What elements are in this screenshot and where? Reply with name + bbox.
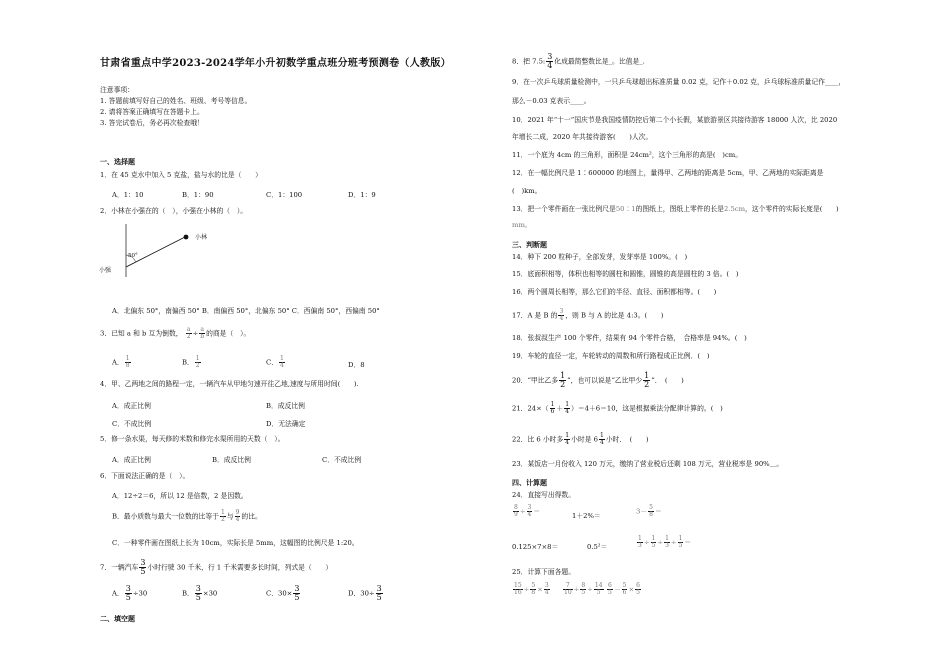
question-5: 5．修一条水渠，每天修的米数和修完水渠所用的天数（ ）。 (100, 435, 285, 443)
notice-heading: 注意事项： (100, 86, 134, 94)
question-11: 11．一个底为 4cm 的三角形，面积是 24cm²，这个三角形的高是( )cm。 (512, 151, 743, 159)
section-heading-choice: 一、选择题 (100, 157, 135, 166)
question-20: 20．“甲比乙多 $\frac{1}{2}$ ”，也可以说是“乙比甲少 $\frac{1}{2}$ ”． ( ) (512, 371, 684, 389)
question-24: 24．直接写出得数。 (512, 491, 576, 499)
option: C．30× $\frac{3}{5}$ (266, 584, 300, 602)
question-22: 22．比 6 小时多 $\frac{1}{4}$ 小时是 6 $\frac{1}{4}$ 小时． ( ) (512, 432, 649, 446)
question-7: 7．一辆汽车 $\frac{3}{5}$ 小时行驶 30 千米，行 1 千米需要多长时间，列式是（ ） (100, 558, 333, 576)
question-16: 16．两个圆周长相等，那么它们的半径、直径、面积都相等。( ) (512, 288, 717, 296)
option: A．12÷2＝6，所以 12 是倍数，2 是因数。 (112, 492, 248, 500)
option: A． $\frac{3}{5}$ ÷30 (112, 584, 148, 602)
option: B．成反比例 (212, 456, 251, 464)
question-12-line2: ( )km。 (512, 187, 542, 195)
option: C． $\frac{1}{4}$ (266, 355, 284, 369)
question-10-line2: 年增长二成，2020 年共接待游客( )人次。 (512, 133, 653, 141)
notice-item: 3. 答完试卷后，务必再次检查哦！ (100, 119, 204, 127)
option: B．最小质数与最大一位数的比等于 $\frac{1}{2}$ 与 $\frac{9}{4}$ 的比。 (112, 509, 262, 523)
calc-expression: 0.125×7×8＝ (512, 543, 559, 551)
notice-item: 1. 答题前填写好自己的姓名、班级、考号等信息。 (100, 97, 252, 105)
option: B．成反比例 (266, 402, 305, 410)
question-23: 23．某饭店一月份收入 120 万元，缴纳了营业税后还剩 108 万元，营业税率是 90%＿。 (512, 460, 784, 468)
option: D．8 (348, 361, 365, 369)
angle-label: 50° (128, 253, 138, 259)
calc-expression: $\frac{6}{5}$ － $\frac{5}{6}$ × $\frac{6}{5}$ (608, 582, 640, 596)
section-heading-judge: 三、判断题 (512, 240, 547, 249)
label-xiaoqiang: 小强 (99, 267, 112, 274)
question-17: 17．A 是 B 的 $\frac{3}{4}$ ，则 B 与 A 的比是 4:3。( ) (512, 308, 664, 322)
question-19: 19．车轮的直径一定，车轮转动的周数和所行路程成正比例．( ) (512, 352, 710, 360)
calc-expression: $\frac{7}{10}$ ÷ $\frac{8}{5}$ ÷ $\frac{14}{5}$ (564, 582, 603, 596)
section-heading-calc: 四、计算题 (512, 478, 547, 487)
option: A．成正比例 (112, 456, 151, 464)
option: A．1：10 (112, 191, 144, 199)
question-8: 8．把 7.5: $\frac{3}{4}$ 化成最简整数比是_。比值是_. (512, 52, 645, 70)
question-3: 3．已知 a 和 b 互为倒数， $\frac{a}{2}$ ÷ $\frac{a}{b}$ 的商是（ ）。 (100, 326, 251, 340)
calc-expression: $\frac{1}{3}$ ÷ $\frac{1}{5}$ ÷ $\frac{1}{3}$ ÷ $\frac{1}{5}$ ＝ (638, 535, 692, 549)
option: C．不成比例 (112, 420, 152, 428)
option: A． $\frac{1}{8}$ (112, 355, 130, 369)
option: D．1：9 (348, 191, 376, 199)
question-13-unit: mm。 (512, 221, 532, 229)
question-12-line1: 12．在一幅比例尺是 1∶600000 的地图上，量得甲、乙两地的距离是 5cm，甲、乙两地的实际距离是 (512, 169, 824, 177)
notice-item: 2. 请将答案正确填写在答题卡上。 (100, 108, 204, 116)
options-q2: A．北偏东 50°，南偏西 50° B．南偏西 50°，北偏东 50° C．西偏南 50°，西偏南 50° (112, 307, 380, 315)
calc-expression: $\frac{8}{9}$ ÷ $\frac{3}{4}$ ＝ (514, 504, 541, 518)
option: D．30÷ $\frac{3}{5}$ (348, 584, 382, 602)
option: C．一种零件画在图纸上长为 10cm，实际长是 5mm，这幅图的比例尺是 1:20。 (112, 539, 359, 547)
calc-expression: $\frac{15}{16}$ ÷ $\frac{5}{8}$ × $\frac{3}{4}$ (514, 582, 549, 596)
question-15: 15．底面积相等，体积也相等的圆柱和圆锥，圆锥的高是圆柱的 3 倍。( ) (512, 270, 739, 278)
question-25: 25．计算下面各题。 (512, 568, 576, 576)
question-14: 14．种下 200 粒种子，全部发芽，发芽率是 100%。( ) (512, 253, 688, 261)
question-1: 1．在 45 克水中加入 5 克盐，盐与水的比是（ ） (100, 171, 262, 179)
calc-expression: 1＋2%＝ (572, 512, 601, 520)
calc-expression: 3－ $\frac{5}{8}$ ＝ (636, 504, 662, 518)
question-4: 4．甲、乙两地之间的路程一定，一辆汽车从甲地匀速开往乙地,速度与所用时间( ). (100, 380, 359, 388)
calc-expression: 0.5²＝ (587, 543, 608, 551)
question-2: 2．小林在小强在的（ ），小强在小林的（ ）。 (100, 207, 248, 215)
option: A．成正比例 (112, 402, 151, 410)
option: B．1：90 (182, 191, 214, 199)
section-heading-fill: 二、填空题 (100, 614, 135, 623)
question-9-line2: 那么－0.03 克表示____。 (512, 97, 591, 105)
option: B． $\frac{3}{5}$ ×30 (182, 584, 218, 602)
option: B． $\frac{1}{2}$ (182, 355, 200, 369)
option: C．不成比例 (322, 456, 362, 464)
question-10-line1: 10．2021 年“十一”国庆节是我国疫情防控后第二个小长假，某旅游景区共接待游客 18000 人次，比 2020 (512, 116, 838, 124)
question-13: 13．把一个零件画在一张比例尺是50∶1的图纸上，图纸上零件的长是2.5cm，这个零件的实际长度是( ) (512, 205, 839, 213)
question-9-line1: 9．在一次乒乓球质量检测中，一只乒乓球超出标准质量 0.02 克，记作＋0.02 克，乒乓球标准质量记作____， (512, 78, 846, 86)
label-xiaolin: 小林 (195, 234, 208, 241)
exam-title: 甘肃省重点中学2023-2024学年小升初数学重点班分班考预测卷（人教版） (100, 58, 451, 69)
direction-diagram (110, 222, 220, 282)
option: C．1：100 (266, 191, 303, 199)
question-6: 6．下面说法正确的是（ ）。 (100, 472, 190, 480)
question-21: 21．24×（ $\frac{1}{6}$ ＋ $\frac{1}{4}$ ）＝4＋6＝10，这是根据乘法分配律计算的。( ) (512, 401, 723, 415)
question-18: 18．张叔叔生产 100 个零件，结果有 94 个零件合格， 合格率是 94%。( ) (512, 334, 747, 342)
option: D．无法确定 (266, 420, 306, 428)
